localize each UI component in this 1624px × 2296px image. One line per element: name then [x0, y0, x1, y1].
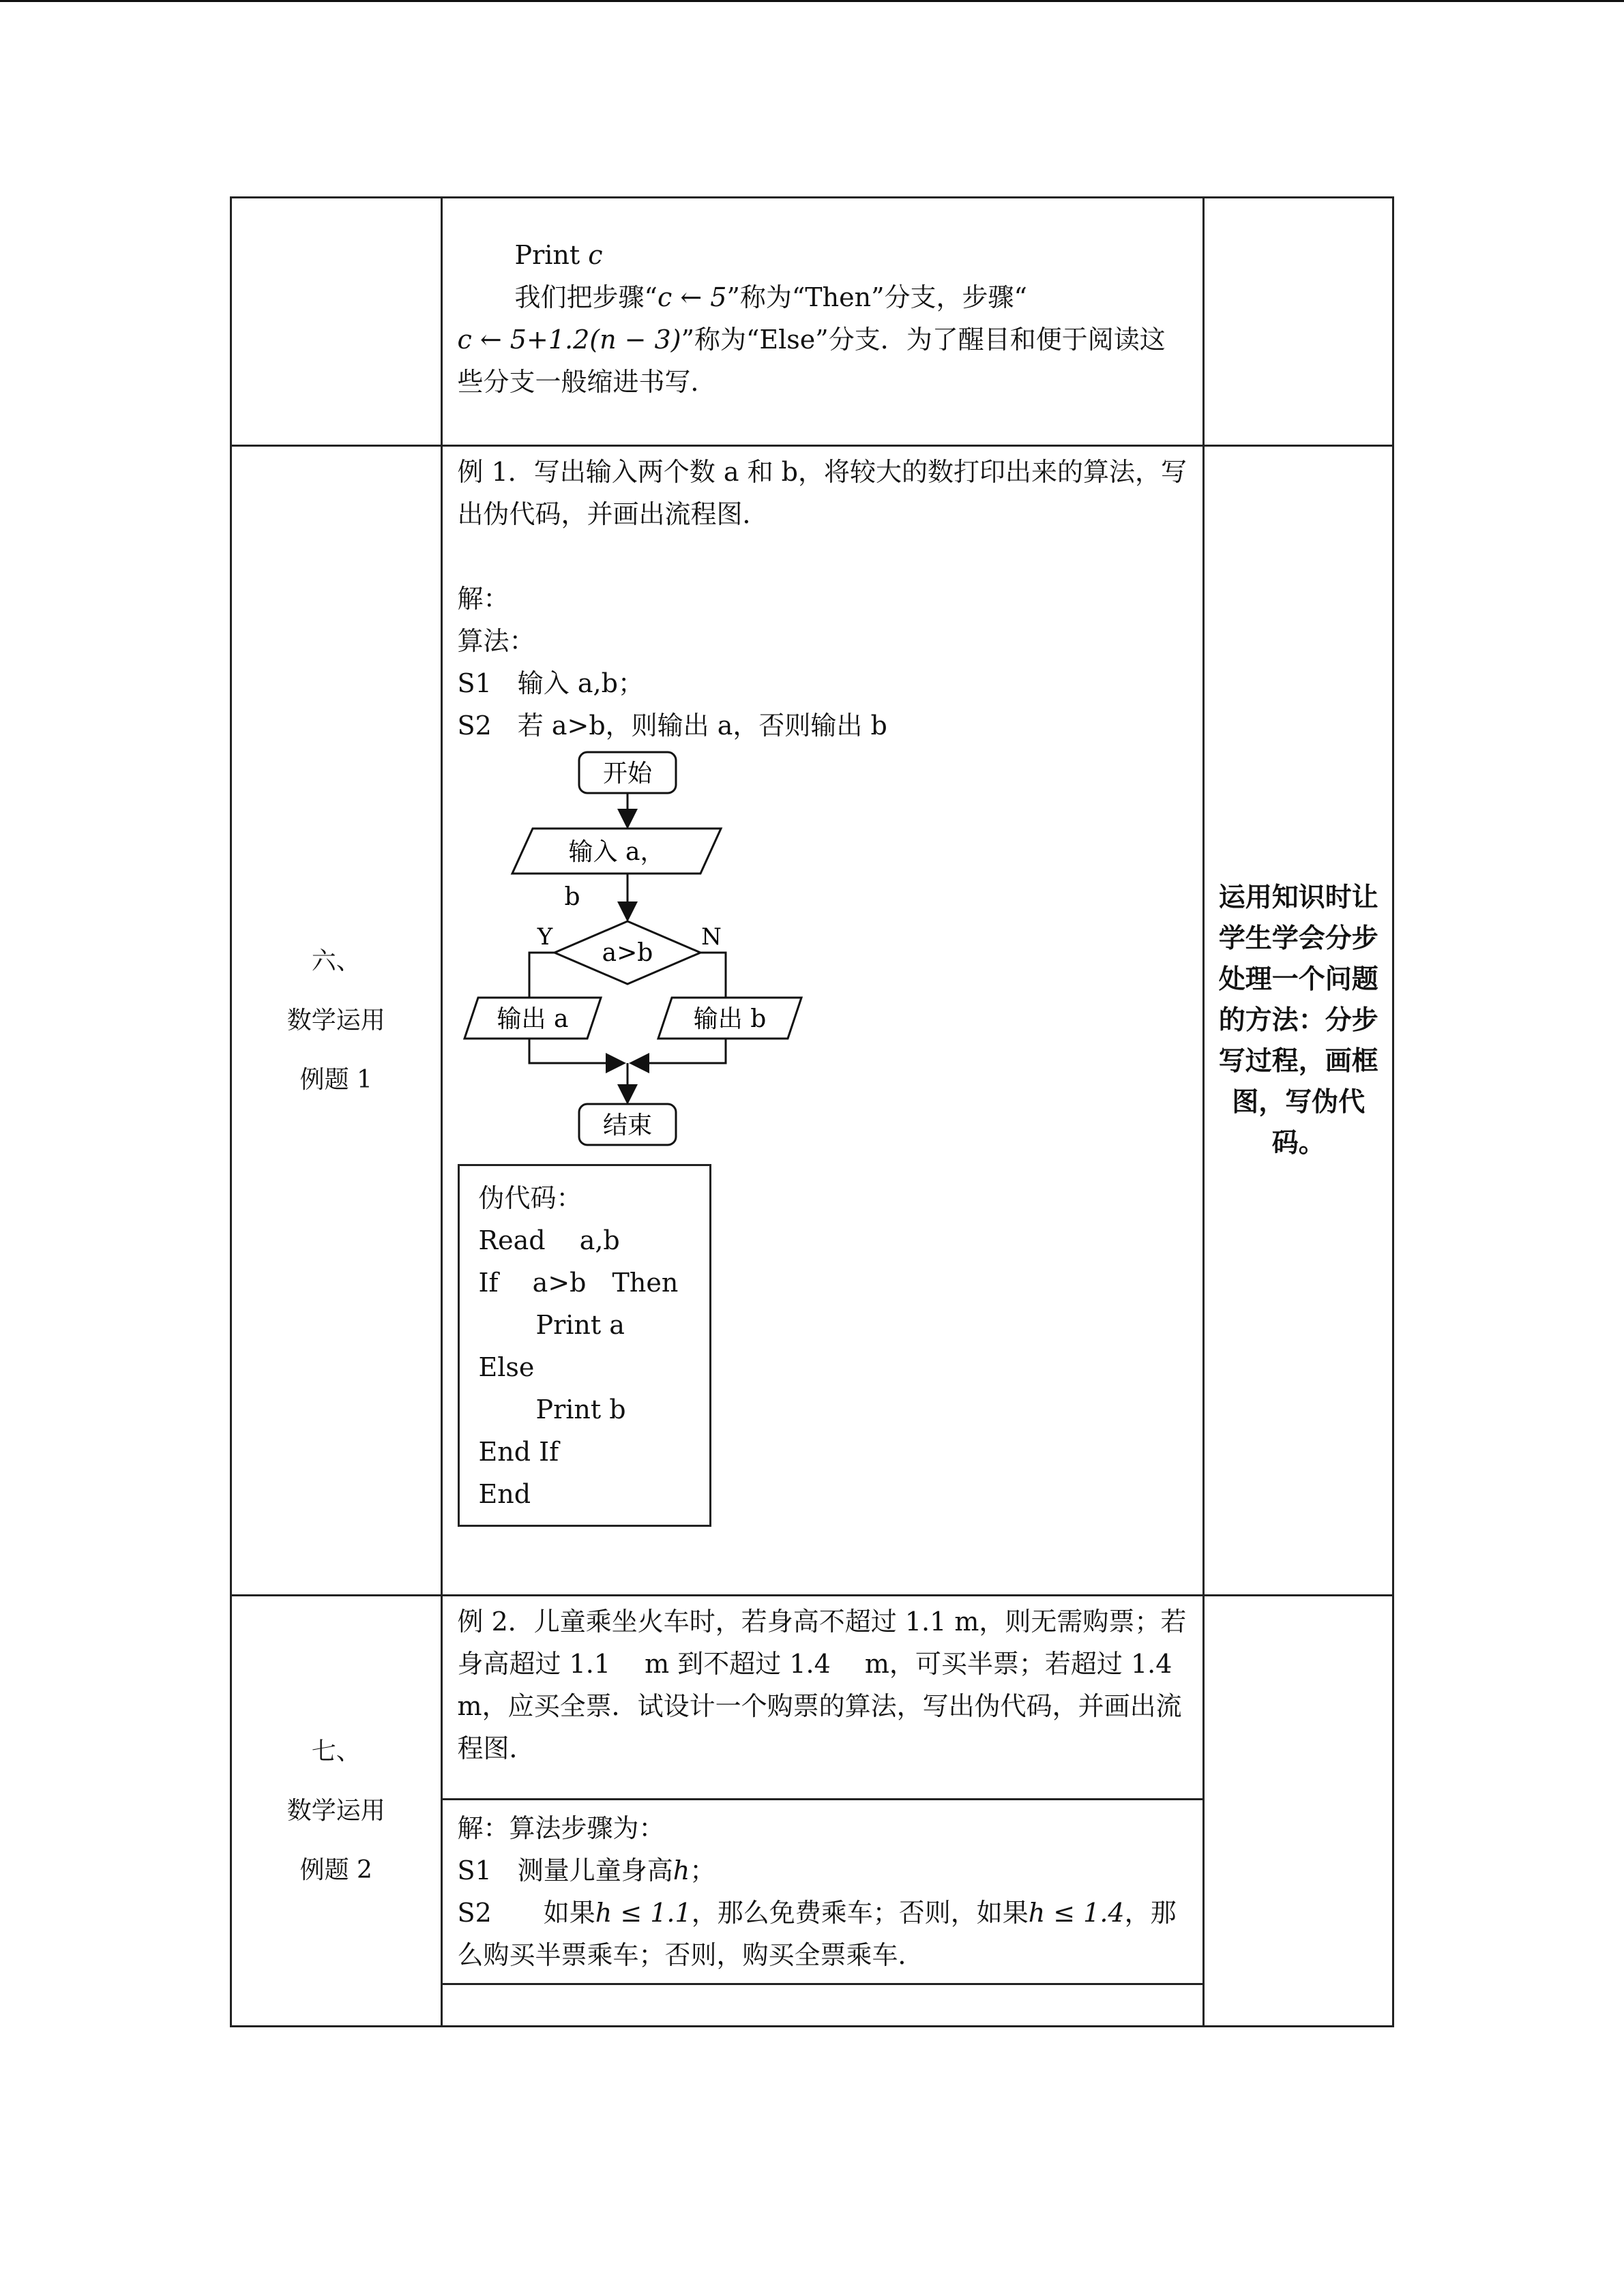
- page-top-border: [0, 0, 1624, 2]
- print-line: Print c: [514, 240, 603, 270]
- pseudocode-line: Else: [478, 1352, 535, 1382]
- section-7-cell: [231, 1596, 442, 2027]
- section-7-subtitle: 例题 2: [299, 1856, 372, 1884]
- example-2-problem: 例 2．儿童乘坐火车时，若身高不超过 1.1 m，则无需购票；若身高超过 1.1 m 到不超过 1.4 m，可买半票；若超过 1.4 m，应买全票．试设计一个购票的算法，写出伪代码，并画出流程图．: [457, 1607, 1187, 1763]
- section-7-note-cell: [1204, 1596, 1393, 2027]
- flowchart-start-label: 开始: [602, 760, 652, 788]
- flowchart: [458, 747, 840, 1156]
- flowchart-input-label: 输入 a，: [568, 838, 664, 866]
- pseudocode-line: Print a: [535, 1310, 625, 1340]
- flowchart-no-label: N: [700, 923, 722, 951]
- section-6-subtitle: 例题 1: [299, 1066, 372, 1094]
- section-6-note-cell: [1204, 446, 1393, 1596]
- section-6-content: [441, 446, 1204, 1596]
- example-2-solution-label: 解：算法步骤为：: [457, 1813, 665, 1843]
- pseudocode-line: Read a,b: [478, 1225, 620, 1255]
- example-1-problem: 例 1．写出输入两个数 a 和 b，将较大的数打印出来的算法，写出伪代码，并画出流程图．: [457, 457, 1187, 529]
- pseudocode-line: Print b: [535, 1395, 626, 1425]
- section-7-number: 七、: [311, 1738, 361, 1765]
- example-2-step-s1: S1 测量儿童身高h；: [457, 1855, 716, 1885]
- flowchart-input-label-cont: b: [564, 883, 580, 911]
- pseudocode-line: End: [478, 1479, 531, 1509]
- flowchart-output-a-label: 输出 a: [497, 1005, 568, 1033]
- table-row-section-7: [231, 1596, 1393, 2027]
- section-6-cell: [231, 446, 442, 1596]
- branch-explanation-cont: c ← 5+1.2(n − 3)”称为“Else”分支．为了醒目和便于阅读这些分支一般缩进书写．: [457, 325, 1166, 397]
- flowchart-condition-label: a>b: [602, 939, 653, 967]
- table-row-then-else: [231, 198, 1393, 446]
- example-2-solution: [443, 1798, 1203, 1983]
- step-s2: S2 若 a>b，则输出 a，否则输出 b: [457, 711, 887, 741]
- flowchart-yes-label: Y: [537, 923, 552, 951]
- table-row-section-6: [231, 446, 1393, 1596]
- example-2-empty-row: [443, 1983, 1203, 2012]
- section-7-title: 数学运用: [286, 1797, 385, 1825]
- pseudocode-label: 伪代码：: [478, 1183, 582, 1213]
- flowchart-end-label: 结束: [602, 1112, 652, 1139]
- lesson-plan-table: [230, 196, 1394, 2027]
- pseudocode-line: If a>b Then: [478, 1268, 679, 1298]
- example-2-step-s2: S2 如果h ≤ 1.1，那么免费乘车；否则，如果h ≤ 1.4，那么购买半票乘车；否则，购买全票乘车．: [457, 1898, 1177, 1970]
- pseudocode-line: End If: [478, 1437, 559, 1467]
- pseudocode-box: [458, 1164, 711, 1527]
- section-cell-empty: [231, 198, 442, 446]
- teaching-note: 运用知识时让学生学会分步处理一个问题的方法：分步写过程，画框图，写伪代码。: [1218, 882, 1378, 1159]
- section-7-content: [441, 1596, 1204, 2027]
- algorithm-label: 算法：: [457, 626, 535, 656]
- flowchart-output-b-label: 输出 b: [693, 1005, 766, 1033]
- section-6-number: 六、: [311, 947, 361, 975]
- step-s1: S1 输入 a,b；: [457, 668, 644, 698]
- branch-explanation: 我们把步骤“c ← 5”称为“Then”分支，步骤“: [514, 282, 1027, 312]
- solution-label: 解：: [457, 584, 510, 614]
- section-6-title: 数学运用: [286, 1007, 385, 1034]
- note-cell-empty: [1204, 198, 1393, 446]
- content-cell-then-else: [441, 198, 1204, 446]
